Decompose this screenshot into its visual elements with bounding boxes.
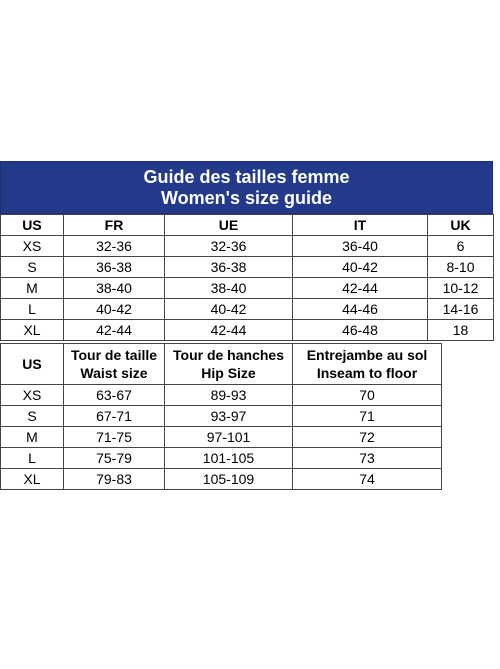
column-header-it: IT bbox=[293, 215, 428, 236]
table-cell: 72 bbox=[293, 427, 442, 448]
column-header-uk: UK bbox=[428, 215, 494, 236]
table-cell: 63-67 bbox=[64, 385, 165, 406]
column-header-fr: FR bbox=[64, 215, 165, 236]
table-cell: 71-75 bbox=[64, 427, 165, 448]
column-header-hip bbox=[165, 344, 293, 385]
guide-banner bbox=[0, 161, 493, 214]
column-header-waist bbox=[64, 344, 165, 385]
table-cell: 36-40 bbox=[293, 236, 428, 257]
table-cell: XS bbox=[1, 236, 64, 257]
table-row bbox=[1, 427, 442, 448]
table-cell: 75-79 bbox=[64, 448, 165, 469]
table-cell: 46-48 bbox=[293, 320, 428, 341]
table-cell: 42-44 bbox=[165, 320, 293, 341]
table-cell: XS bbox=[1, 385, 64, 406]
table-cell: 36-38 bbox=[64, 257, 165, 278]
table-cell: 38-40 bbox=[64, 278, 165, 299]
table-cell: 79-83 bbox=[64, 469, 165, 490]
column-header-line-en: Waist size bbox=[80, 365, 148, 381]
column-header-line-en: Inseam to floor bbox=[316, 365, 418, 381]
table-cell: 38-40 bbox=[165, 278, 293, 299]
table-header-row bbox=[1, 215, 494, 236]
table-row bbox=[1, 469, 442, 490]
table-cell: S bbox=[1, 406, 64, 427]
measurements-table bbox=[0, 343, 442, 490]
table-row bbox=[1, 406, 442, 427]
table-cell: 40-42 bbox=[293, 257, 428, 278]
table-cell: 32-36 bbox=[64, 236, 165, 257]
table-cell: 71 bbox=[293, 406, 442, 427]
column-header-inseam bbox=[293, 344, 442, 385]
table-cell: M bbox=[1, 278, 64, 299]
table-cell: 10-12 bbox=[428, 278, 494, 299]
table-cell: 18 bbox=[428, 320, 494, 341]
table-cell: 93-97 bbox=[165, 406, 293, 427]
table-cell: 74 bbox=[293, 469, 442, 490]
table-cell: 70 bbox=[293, 385, 442, 406]
table-cell: L bbox=[1, 299, 64, 320]
size-conversion-table bbox=[0, 214, 494, 341]
table-cell: 89-93 bbox=[165, 385, 293, 406]
column-header-line-fr: Tour de taille bbox=[70, 347, 158, 363]
table-row bbox=[1, 320, 494, 341]
table-cell: 8-10 bbox=[428, 257, 494, 278]
table-cell: 6 bbox=[428, 236, 494, 257]
table-cell: 42-44 bbox=[293, 278, 428, 299]
table-cell: 101-105 bbox=[165, 448, 293, 469]
table-cell: 42-44 bbox=[64, 320, 165, 341]
column-header-ue: UE bbox=[165, 215, 293, 236]
table-row bbox=[1, 278, 494, 299]
table-cell: L bbox=[1, 448, 64, 469]
column-header-line-fr: Entrejambe au sol bbox=[306, 347, 428, 363]
guide-title-en: Women's size guide bbox=[161, 188, 332, 208]
table-cell: 14-16 bbox=[428, 299, 494, 320]
table-cell: XL bbox=[1, 320, 64, 341]
table-cell: 73 bbox=[293, 448, 442, 469]
table-cell: 36-38 bbox=[165, 257, 293, 278]
column-header-line: US bbox=[22, 356, 42, 372]
column-header-us bbox=[1, 344, 64, 385]
table-cell: 67-71 bbox=[64, 406, 165, 427]
guide-title-fr: Guide des tailles femme bbox=[143, 167, 350, 187]
column-header-line-fr: Tour de hanches bbox=[173, 347, 284, 363]
table-row bbox=[1, 299, 494, 320]
table-cell: S bbox=[1, 257, 64, 278]
table-row bbox=[1, 385, 442, 406]
table-cell: 40-42 bbox=[64, 299, 165, 320]
table-row bbox=[1, 448, 442, 469]
table-cell: 105-109 bbox=[165, 469, 293, 490]
table-cell: 97-101 bbox=[165, 427, 293, 448]
table-header-row bbox=[1, 344, 442, 385]
table-row bbox=[1, 257, 494, 278]
column-header-line-en: Hip Size bbox=[201, 365, 256, 381]
table-cell: 40-42 bbox=[165, 299, 293, 320]
table-cell: M bbox=[1, 427, 64, 448]
table-cell: XL bbox=[1, 469, 64, 490]
column-header-us: US bbox=[1, 215, 64, 236]
table-cell: 44-46 bbox=[293, 299, 428, 320]
table-cell: 32-36 bbox=[165, 236, 293, 257]
table-row bbox=[1, 236, 494, 257]
size-guide bbox=[0, 161, 493, 490]
